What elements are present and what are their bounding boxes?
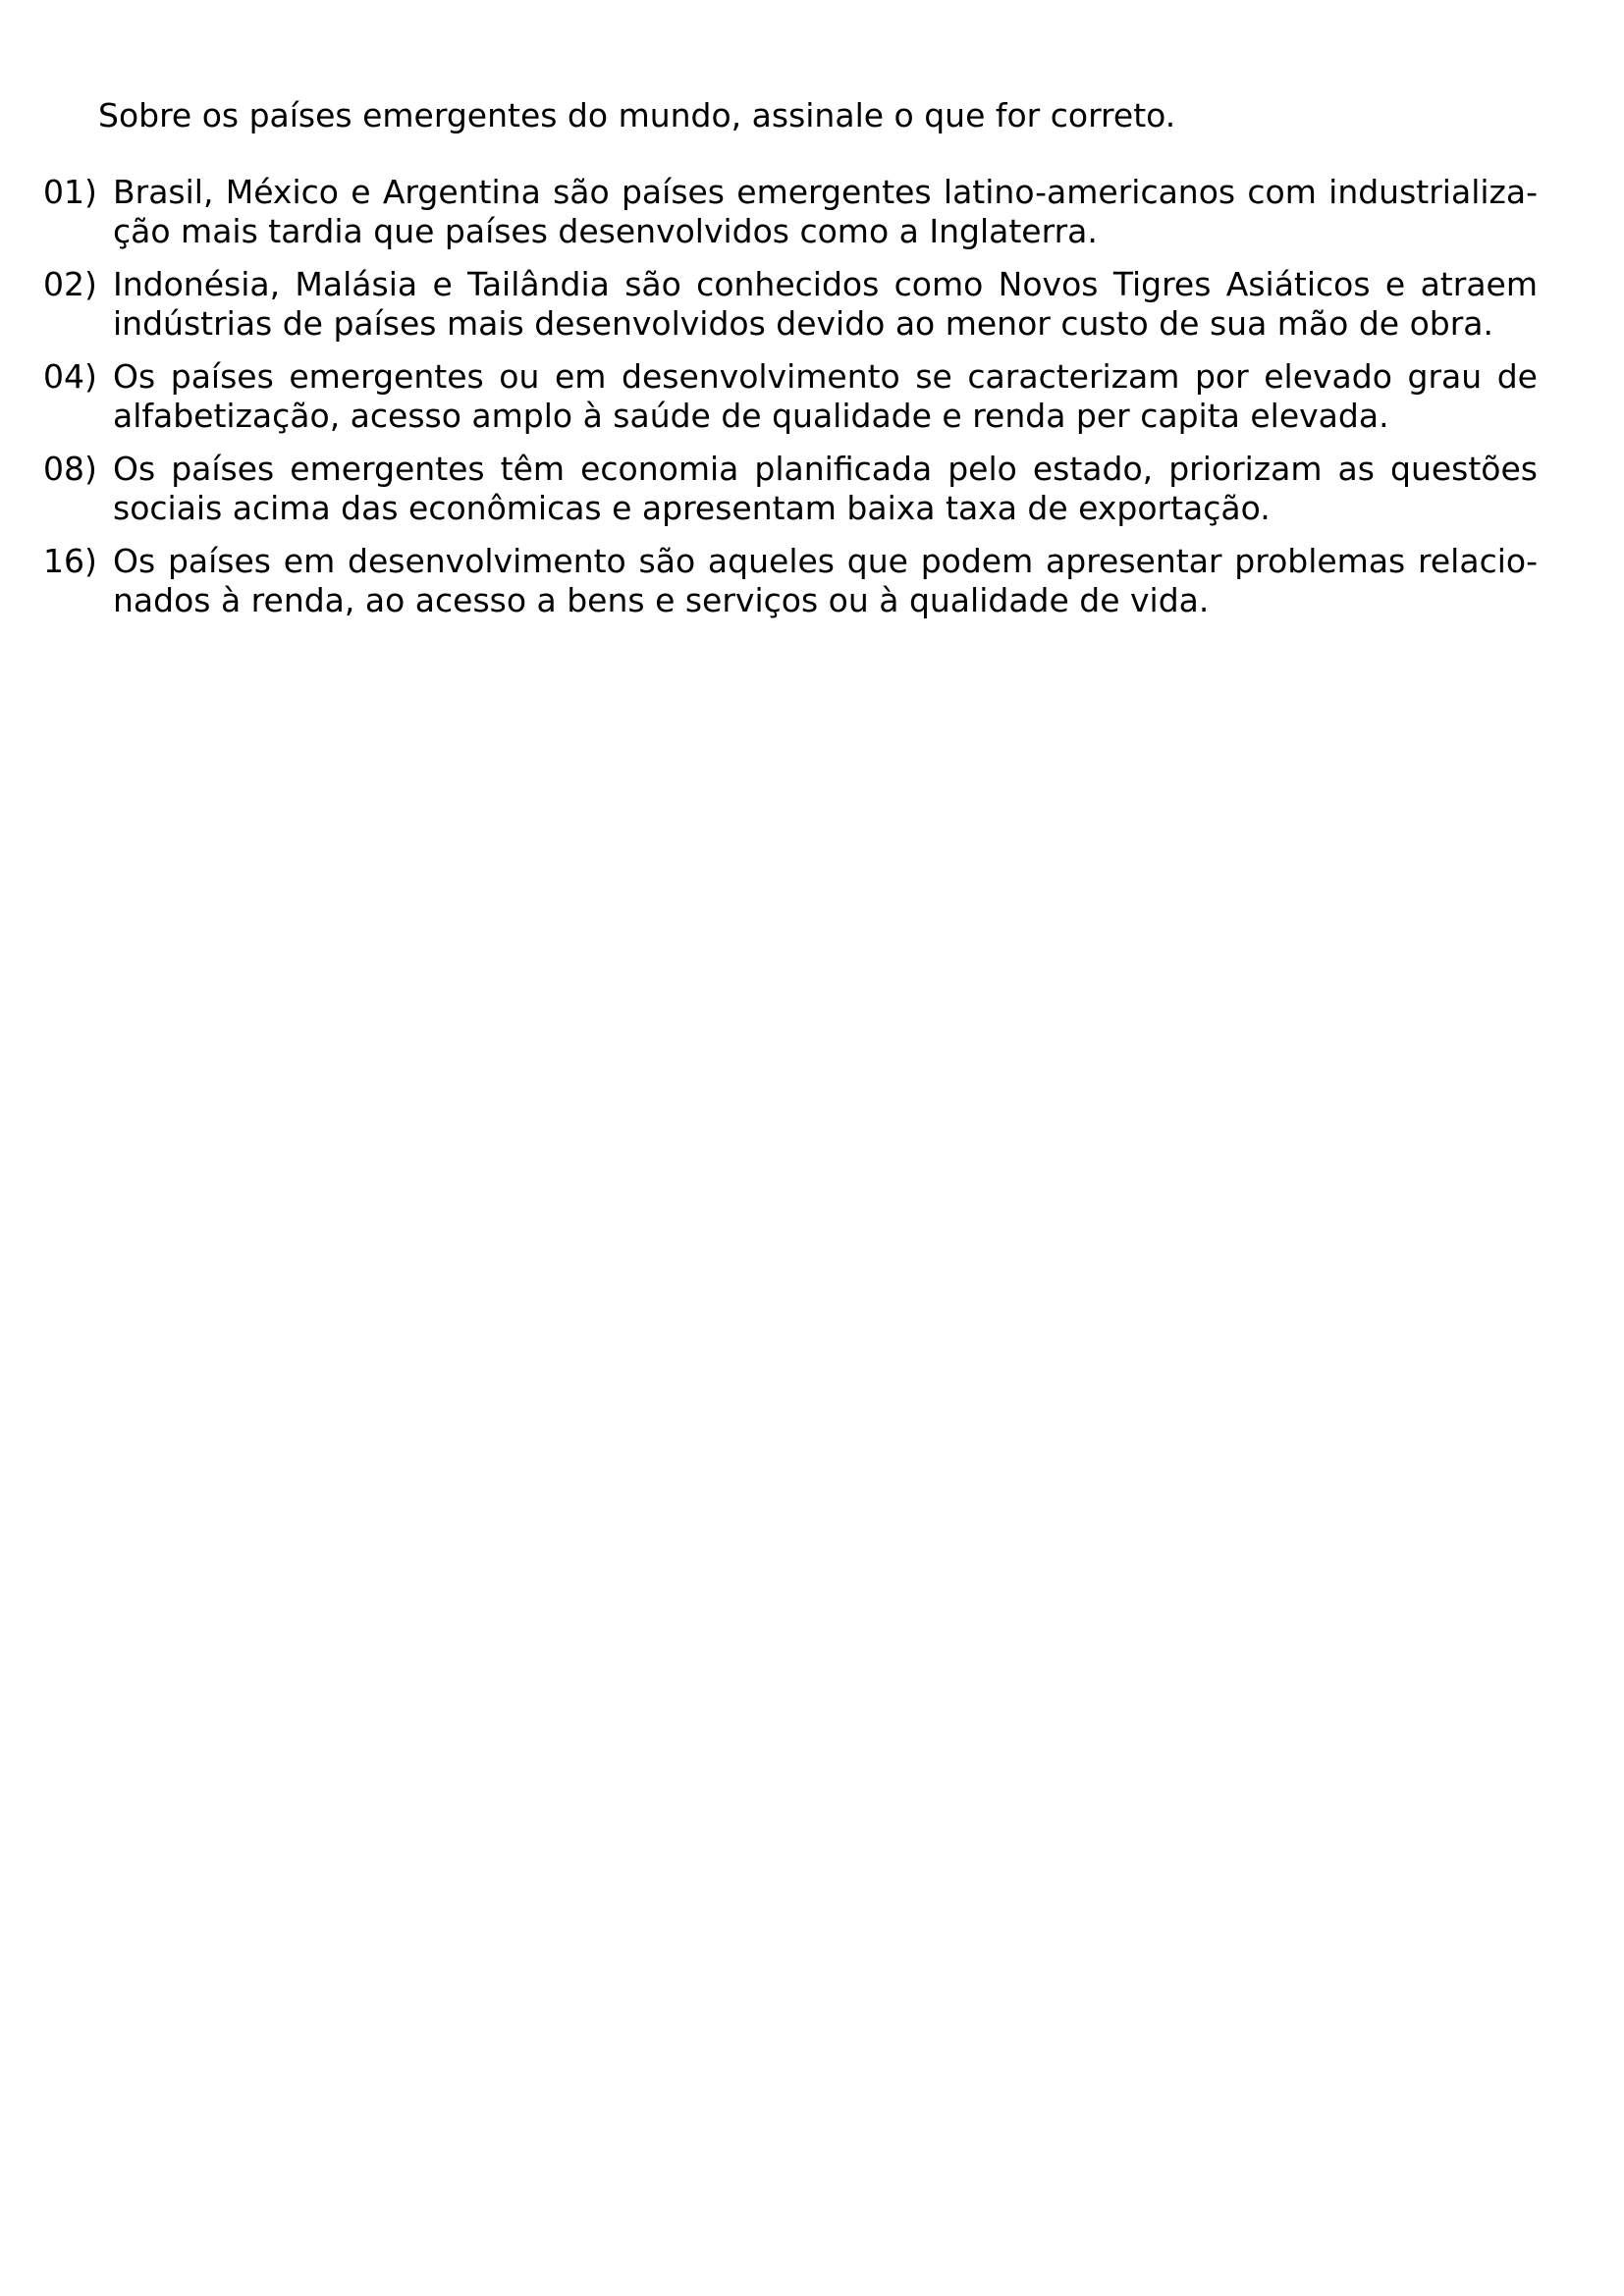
option-text: Os países em desenvolvimento são aqueles que podem apresentar problemas relacionados à renda, ao acesso a bens e serviços ou à qualidade de vida. — [113, 542, 1538, 619]
answer-option-16 — [43, 542, 1538, 620]
option-number: 16) — [43, 542, 97, 580]
question-prompt: Sobre os países emergentes do mundo, assinale o que for correto. — [98, 96, 1176, 134]
option-number: 04) — [43, 357, 97, 396]
answer-option-08 — [43, 450, 1538, 528]
answer-option-04 — [43, 357, 1538, 436]
option-number: 02) — [43, 265, 97, 303]
answer-option-02 — [43, 265, 1538, 344]
option-number: 08) — [43, 450, 97, 488]
option-text: Brasil, México e Argentina são países emergentes latino-americanos com industrialização mais tardia que países desenvolvidos como a Inglaterra. — [113, 173, 1538, 250]
option-text: Os países emergentes têm economia planificada pelo estado, priorizam as questões sociais acima das econômicas e apresentam baixa taxa de exportação. — [113, 450, 1538, 527]
option-text: Indonésia, Malásia e Tailândia são conhecidos como Novos Tigres Asiáticos e atraem indústrias de países mais desenvolvidos devido ao menor custo de sua mão de obra. — [113, 265, 1538, 343]
option-text: Os países emergentes ou em desenvolvimento se caracterizam por elevado grau de alfabetização, acesso amplo à saúde de qualidade e renda per capita elevada. — [113, 357, 1538, 435]
answer-options-list — [43, 173, 1538, 634]
option-number: 01) — [43, 173, 97, 211]
answer-option-01 — [43, 173, 1538, 251]
